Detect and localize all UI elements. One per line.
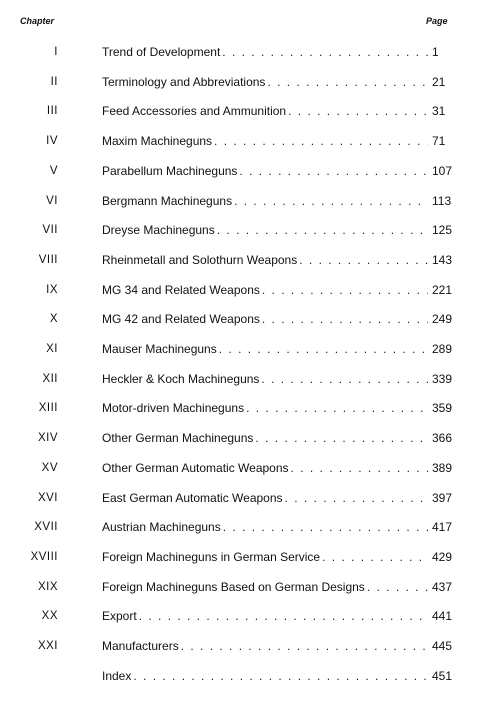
page-number: 125 — [432, 223, 453, 238]
chapter-title: Mauser Machineguns — [102, 342, 217, 356]
page-number: 21 — [432, 74, 446, 89]
chapter-number: XII — [42, 372, 58, 385]
page-number: 441 — [432, 609, 453, 624]
toc-row — [0, 311, 486, 327]
chapter-title: Other German Machineguns — [102, 431, 254, 446]
toc-row — [0, 549, 486, 565]
page-number: 339 — [432, 371, 453, 386]
dot-leader — [299, 252, 428, 268]
toc-entry — [102, 222, 428, 238]
toc-entry — [102, 193, 428, 209]
toc-entry — [102, 103, 428, 119]
chapter-title: Bergmann Machineguns — [102, 193, 233, 208]
page-number: 249 — [432, 312, 453, 327]
page-column-header: Page — [426, 16, 448, 26]
dot-leader — [219, 341, 428, 357]
chapter-title: Austrian Machineguns — [102, 520, 221, 535]
chapter-number: VIII — [38, 253, 58, 266]
chapter-title: Parabellum Machineguns — [102, 163, 238, 178]
dot-leader — [139, 608, 428, 624]
toc-row — [0, 490, 486, 506]
chapter-number: XX — [41, 610, 58, 623]
chapter-column-header: Chapter — [20, 16, 55, 26]
chapter-title: Index — [102, 668, 132, 683]
chapter-title: Feed Accessories and Ammunition — [102, 104, 287, 119]
page-number: 113 — [432, 193, 452, 208]
toc-row — [0, 74, 486, 90]
chapter-title: Export — [102, 609, 137, 624]
page-number: 389 — [432, 460, 453, 475]
toc-row — [0, 252, 486, 268]
toc-entry — [102, 549, 428, 565]
page-number: 143 — [432, 252, 453, 267]
toc-row — [0, 341, 486, 357]
dot-leader — [261, 371, 428, 387]
chapter-title: Terminology and Abbreviations — [102, 74, 266, 89]
chapter-number: XI — [46, 343, 58, 355]
dot-leader — [217, 222, 428, 238]
page-number: 1 — [432, 45, 439, 59]
chapter-number: VI — [46, 194, 58, 207]
chapter-number: II — [50, 75, 58, 88]
chapter-title: Rheinmetall and Solothurn Weapons — [102, 252, 298, 267]
dot-leader — [239, 163, 428, 179]
dot-leader — [262, 311, 428, 327]
chapter-title: MG 42 and Related Weapons — [102, 312, 260, 327]
chapter-title: Motor-driven Machineguns — [102, 401, 245, 416]
toc-entry — [102, 430, 428, 446]
toc-entry — [102, 74, 428, 90]
dot-leader — [291, 460, 428, 476]
toc-row — [0, 460, 486, 476]
dot-leader — [322, 549, 428, 565]
toc-entry — [102, 638, 428, 654]
page-number: 451 — [432, 668, 453, 683]
dot-leader — [367, 579, 428, 595]
chapter-title: MG 34 and Related Weapons — [102, 282, 260, 297]
toc-entry — [102, 44, 428, 60]
toc-row — [0, 163, 486, 179]
page-number: 107 — [432, 163, 453, 178]
page-number: 31 — [432, 104, 446, 119]
chapter-number: XIX — [37, 580, 58, 593]
chapter-title: Dreyse Machineguns — [102, 223, 215, 238]
toc-entry — [102, 133, 428, 149]
chapter-title: Manufacturers — [102, 639, 179, 653]
page-number: 417 — [432, 520, 453, 535]
chapter-title: East German Automatic Weapons — [102, 490, 283, 505]
toc-row — [0, 579, 486, 595]
chapter-title: Foreign Machineguns Based on German Designs — [102, 579, 365, 594]
page-number: 445 — [432, 639, 453, 653]
chapter-number: XIV — [37, 432, 58, 445]
toc-row — [0, 519, 486, 535]
page-number: 437 — [432, 579, 453, 594]
chapter-title: Heckler & Koch Machineguns — [102, 371, 260, 386]
page-number: 71 — [432, 134, 446, 149]
toc-row — [0, 668, 486, 684]
toc-row — [0, 638, 486, 654]
dot-leader — [234, 193, 428, 209]
page-number: 366 — [432, 431, 453, 446]
page-number: 221 — [432, 282, 453, 297]
chapter-title: Foreign Machineguns in German Service — [102, 549, 321, 564]
dot-leader — [255, 430, 428, 446]
dot-leader — [181, 638, 428, 654]
chapter-number: I — [54, 46, 58, 58]
toc-entry — [102, 608, 428, 624]
chapter-number: XVIII — [30, 550, 58, 563]
toc-entry — [102, 490, 428, 506]
chapter-number: XV — [41, 461, 58, 474]
chapter-number: V — [49, 164, 58, 177]
dot-leader — [133, 668, 428, 684]
toc-entry — [102, 282, 428, 298]
chapter-number: XVI — [37, 491, 58, 504]
page-number: 429 — [432, 549, 453, 564]
toc-entry — [102, 163, 428, 179]
toc-entry — [102, 252, 428, 268]
toc-entry — [102, 341, 428, 357]
page-number: 289 — [432, 342, 453, 356]
chapter-title: Other German Automatic Weapons — [102, 460, 289, 475]
toc-row — [0, 133, 486, 149]
dot-leader — [222, 44, 428, 60]
toc-entry — [102, 519, 428, 535]
chapter-number: VII — [42, 224, 58, 237]
chapter-title: Maxim Machineguns — [102, 134, 213, 149]
toc-entry — [102, 311, 428, 327]
dot-leader — [223, 519, 428, 535]
dot-leader — [285, 490, 428, 506]
chapter-number: X — [49, 313, 58, 326]
toc-row — [0, 103, 486, 119]
toc-row — [0, 222, 486, 238]
dot-leader — [262, 282, 428, 298]
chapter-number: III — [46, 105, 58, 118]
toc-entry — [102, 579, 428, 595]
toc-row — [0, 430, 486, 446]
chapter-number: IX — [46, 283, 58, 296]
page-number: 397 — [432, 490, 453, 505]
toc-row — [0, 44, 486, 60]
dot-leader — [267, 74, 428, 90]
toc-entry — [102, 400, 428, 416]
chapter-number: XVII — [34, 521, 58, 534]
toc-entry — [102, 460, 428, 476]
toc-entry — [102, 668, 428, 684]
page-number: 359 — [432, 401, 453, 416]
toc-row — [0, 282, 486, 298]
toc-row — [0, 371, 486, 387]
toc-row — [0, 193, 486, 209]
toc-row — [0, 400, 486, 416]
dot-leader — [288, 103, 428, 119]
chapter-number: IV — [46, 135, 58, 148]
chapter-title: Trend of Development — [102, 45, 221, 59]
chapter-number: XXI — [37, 640, 58, 652]
dot-leader — [214, 133, 428, 149]
dot-leader — [246, 400, 428, 416]
toc-row — [0, 608, 486, 624]
chapter-number: XIII — [38, 402, 58, 415]
toc-entry — [102, 371, 428, 387]
